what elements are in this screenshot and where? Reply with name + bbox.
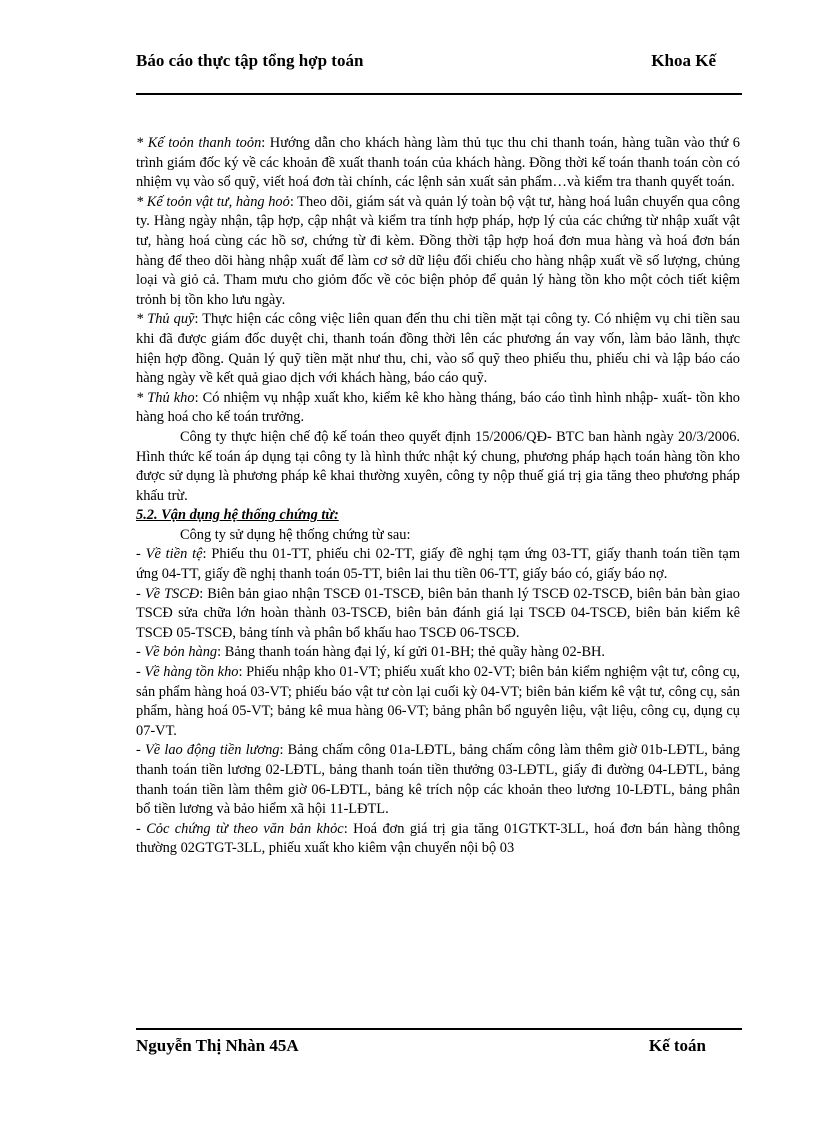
paragraph-che-do-ke-toan (136, 428, 740, 506)
list-item-chung-tu-khac: - Cỏc chứng từ theo văn bản khỏc: Hoá đơn giá trị gia tăng 01GTKT-3LL, hoá đơn bán hàng thông thường 02GTGT-3LL, phiếu xuất kho kiêm vận chuyển nội bộ 03 (136, 820, 741, 857)
section-intro: Công ty sử dụng hệ thống chứng từ sau: (180, 526, 411, 543)
footer-department: Kế toán (648, 1036, 706, 1055)
item-text: : Bảng chấm công 01a-LĐTL, bảng chấm công làm thêm giờ 01b-LĐTL, bảng thanh toán tiền lương 02-LĐTL, bảng thanh toán tiền thưởng 03-LĐTL, giấy đi đường 04-LĐTL, bảng thanh toán tiền làm thêm giờ 06-LĐTL, bảng kê trích nộp các khoản theo lương 10-LĐTL, bảng phân bổ tiền lương và bảo hiểm xã hội 11-LĐTL. (136, 742, 741, 818)
paragraph-label: * Thủ kho (136, 389, 195, 406)
paragraph-text: : Theo dõi, giám sát và quản lý toàn bộ vật tư, hàng hoá luân chuyển qua công ty. Hàng ngày nhận, tập hợp, cập nhật và kiểm tra tính hợp pháp, hợp lý của các chứng từ nhập xuất vật tư, hàng hoá cùng các hồ sơ, chứng từ đi kèm. Đồng thời tập hợp hoá đơn mua hàng và hoá đơn bán hàng để theo dõi hàng nhập xuất để làm cơ sở dữ liệu đối chiếu cho hàng nhập xuất về số lượng, chủng loại và giỏ cả. Tham mưu cho giỏm đốc về cỏc biện phỏp để quản lý hàng tồn kho một cỏch tiết kiệm trỏnh bị tồn kho lưu ngày. (136, 193, 740, 308)
item-label: Về TSCĐ (144, 585, 200, 602)
item-label: Về hàng tồn kho (144, 664, 239, 681)
footer-author: Nguyễn Thị Nhàn 45A (136, 1036, 299, 1055)
footer-rule (136, 1028, 742, 1030)
item-text: : Phiếu nhập kho 01-VT; phiếu xuất kho 02-VT; biên bản kiểm nghiệm vật tư, công cụ, sản phẩm hàng hoá 03-VT; phiếu báo vật tư còn lại cuối kỳ 04-VT; biên bản kiểm kê vật tư, công cụ, sản phẩm, hàng hoá 05-VT; bảng kê mua hàng 06-VT; bảng phân bổ nguyên liệu, vật liệu, công cụ, dụng cụ 07-VT. (136, 664, 741, 739)
paragraph-label: * Kế toỏn thanh toỏn (136, 135, 262, 151)
paragraph-ke-toan-vat-tu (136, 193, 740, 311)
item-label: Về lao động tiền lương (144, 742, 280, 759)
document-body (136, 134, 740, 859)
paragraph-text: Công ty thực hiện chế độ kế toán theo quyết định 15/2006/QĐ- BTC ban hành ngày 20/3/2006. Hình thức kế toán áp dụng tại công ty là hình thức nhật ký chung, phương pháp hạch toán hàng tồn kho được sử dụng là phương pháp kê khai thường xuyên, công ty nộp thuế giá trị gia tăng theo phương pháp khấu trừ. (136, 428, 740, 504)
item-text: : Phiếu thu 01-TT, phiếu chi 02-TT, giấy đề nghị tạm ứng 03-TT, giấy thanh toán tiền tạm ứng 04-TT, giấy đề nghị thanh toán 05-TT, biên lai thu tiền 06-TT, giấy báo có, giấy báo nợ. (136, 546, 741, 583)
list-item-tscd: - Về TSCĐ: Biên bản giao nhận TSCĐ 01-TSCĐ, biên bản thanh lý TSCĐ 02-TSCĐ, biên bản bàn giao TSCĐ sửa chữa lớn hoàn thành 03-TSCĐ, biên bản đánh giá lại TSCĐ 04-TSCĐ, biên bản kiểm kê TSCĐ 05-TSCĐ, bảng tính và phân bổ khấu hao TSCĐ 06-TSCĐ. (136, 585, 741, 641)
header-department: Khoa Kế (651, 51, 716, 70)
header-title: Báo cáo thực tập tổng hợp toán (136, 51, 364, 70)
paragraph-text: : Thực hiện các công việc liên quan đến thu chi tiền mặt tại công ty. Có nhiệm vụ chi tiền sau khi đã được giám đốc duyệt chi, thanh toán đồng thời lên các phương án vay vốn, làm bảo lãnh, thực hiện hợp đồng. Quản lý quỹ tiền mặt như thu, chi, vào sổ quỹ theo phiếu thu, phiếu chi và lập báo cáo hàng ngày về kết quả giao dịch với khách hàng, báo cáo quỹ. (136, 311, 740, 387)
paragraph-label: * Kế toỏn vật tư, hàng hoỏ (136, 193, 290, 210)
list-item-tien-te: - Về tiền tệ: Phiếu thu 01-TT, phiếu chi 02-TT, giấy đề nghị tạm ứng 03-TT, giấy thanh toán tiền tạm ứng 04-TT, giấy đề nghị thanh toán 05-TT, biên lai thu tiền 06-TT, giấy báo có, giấy báo nợ. (136, 546, 741, 583)
list-item-hang-ton-kho: - Về hàng tồn kho: Phiếu nhập kho 01-VT; phiếu xuất kho 02-VT; biên bản kiểm nghiệm vật tư, công cụ, sản phẩm hàng hoá 03-VT; phiếu báo vật tư còn lại cuối kỳ 04-VT; biên bản kiểm kê vật tư, công cụ, sản phẩm, hàng hoá 05-VT; bảng kê mua hàng 06-VT; bảng phân bổ nguyên liệu, vật liệu, công cụ, dụng cụ 07-VT. (136, 664, 741, 739)
paragraph-thu-quy (136, 310, 740, 388)
item-label: Về tiền tệ (145, 546, 203, 563)
paragraph-thu-kho (136, 389, 740, 428)
item-text: : Biên bản giao nhận TSCĐ 01-TSCĐ, biên bản thanh lý TSCĐ 02-TSCĐ, biên bản bàn giao TSCĐ sửa chữa lớn hoàn thành 03-TSCĐ, biên bản đánh giá lại TSCĐ 04-TSCĐ, biên bản kiểm kê TSCĐ 05-TSCĐ, bảng tính và phân bổ khấu hao TSCĐ 06-TSCĐ. (136, 585, 741, 641)
item-label: Cỏc chứng từ theo văn bản khỏc (146, 820, 344, 837)
section-heading: 5.2. Vận dụng hệ thống chứng từ: (136, 507, 339, 524)
item-label: Về bỏn hàng (144, 644, 218, 661)
paragraph-label: * Thủ quỹ (136, 311, 195, 328)
paragraph-text: : Hướng dẫn cho khách hàng làm thủ tục thu chi thanh toán, hàng tuần vào thứ 6 trình giám đốc ký về các khoản đề xuất thanh toán của khách hàng. Đồng thời kế toán thanh toán còn có nhiệm vụ vào sổ quỹ, viết hoá đơn tài chính, các lệnh sản xuất sản phẩm…và kiểm tra thanh quyết toán. (136, 135, 740, 191)
paragraph-text: : Có nhiệm vụ nhập xuất kho, kiểm kê kho hàng tháng, báo cáo tình hình nhập- xuất- tồn kho hàng hoá cho kế toán trưởng. (136, 389, 740, 426)
list-item-lao-dong-tien-luong: - Về lao động tiền lương: Bảng chấm công 01a-LĐTL, bảng chấm công làm thêm giờ 01b-LĐTL, bảng thanh toán tiền lương 02-LĐTL, bảng thanh toán tiền thưởng 03-LĐTL, giấy đi đường 04-LĐTL, bảng thanh toán tiền làm thêm giờ 06-LĐTL, bảng kê trích nộp các khoản theo lương 10-LĐTL, bảng phân bổ tiền lương và bảo hiểm xã hội 11-LĐTL. (136, 742, 741, 818)
header-rule (136, 93, 742, 95)
item-text: : Bảng thanh toán hàng đại lý, kí gửi 01-BH; thẻ quầy hàng 02-BH. (217, 644, 606, 661)
list-item-ban-hang: - Về bỏn hàng: Bảng thanh toán hàng đại lý, kí gửi 01-BH; thẻ quầy hàng 02-BH. (136, 644, 606, 661)
paragraph-ke-toan-thanh-toan (136, 134, 740, 193)
item-text: : Hoá đơn giá trị gia tăng 01GTKT-3LL, hoá đơn bán hàng thông thường 02GTGT-3LL, phiếu xuất kho kiêm vận chuyển nội bộ 03 (136, 820, 741, 857)
